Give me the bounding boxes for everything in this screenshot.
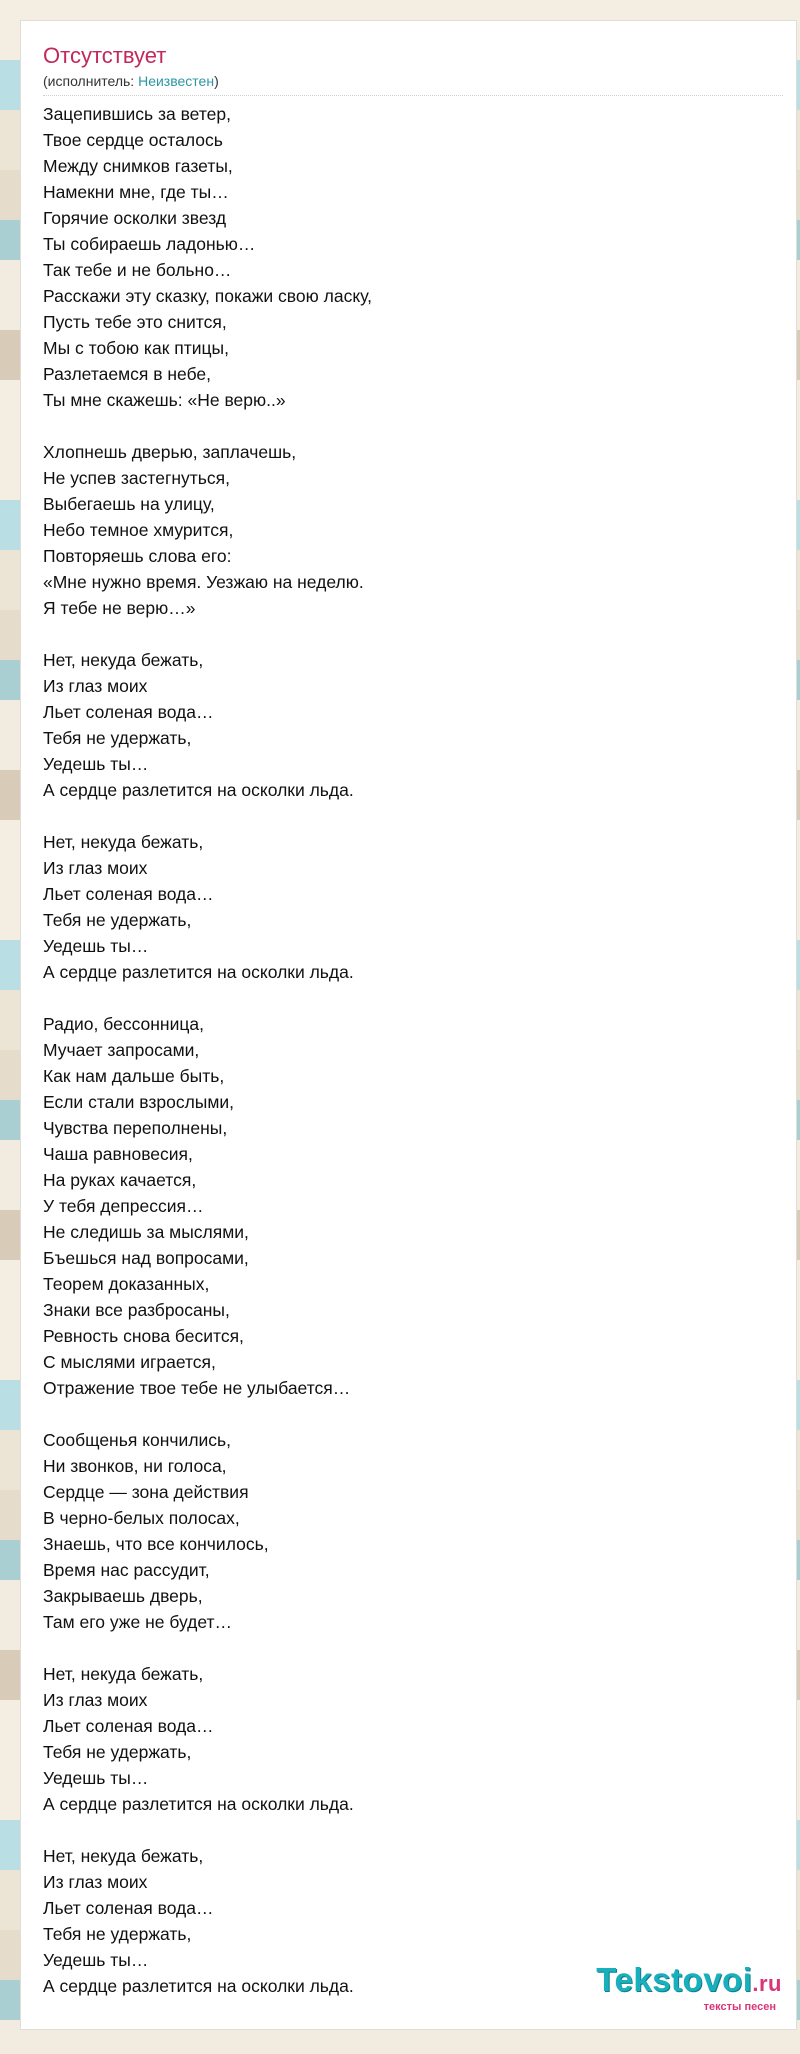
lyric-line: Мучает запросами,: [43, 1040, 200, 1060]
lyric-line: Льет соленая вода…: [43, 1898, 214, 1918]
lyric-line: Льет соленая вода…: [43, 1716, 214, 1736]
lyric-line: Уедешь ты…: [43, 936, 149, 956]
lyric-line: Уедешь ты…: [43, 1950, 149, 1970]
lyric-line: Разлетаемся в небе,: [43, 364, 212, 384]
lyric-line: С мыслями играется,: [43, 1352, 216, 1372]
stanza-gap: [43, 1817, 763, 1843]
site-logo[interactable]: [542, 1961, 782, 2015]
lyric-line: Уедешь ты…: [43, 754, 149, 774]
lyric-line: Расскажи эту сказку, покажи свою ласку,: [43, 286, 373, 306]
lyrics-card: [20, 20, 797, 2030]
lyric-line: Из глаз моих: [43, 676, 148, 696]
lyric-line: Тебя не удержать,: [43, 728, 192, 748]
lyric-line: Ревность снова бесится,: [43, 1326, 244, 1346]
lyric-line: Не успев застегнуться,: [43, 468, 230, 488]
lyric-line: Если стали взрослыми,: [43, 1092, 235, 1112]
lyric-line: Я тебе не верю…»: [43, 598, 196, 618]
lyric-line: А сердце разлетится на осколки льда.: [43, 1976, 354, 1996]
lyrics-body: [43, 101, 763, 1999]
lyric-line: Тебя не удержать,: [43, 1924, 192, 1944]
lyric-line: Сообщенья кончились,: [43, 1430, 232, 1450]
lyric-line: Нет, некуда бежать,: [43, 650, 204, 670]
lyric-line: Горячие осколки звезд: [43, 208, 227, 228]
lyric-line: Льет соленая вода…: [43, 884, 214, 904]
logo-tagline: тексты песен: [703, 2001, 776, 2013]
stanza-gap: [43, 621, 763, 647]
lyric-line: А сердце разлетится на осколки льда.: [43, 962, 354, 982]
lyric-line: Зацепившись за ветер,: [43, 104, 231, 124]
stanza-gap: [43, 985, 763, 1011]
lyric-line: Уедешь ты…: [43, 1768, 149, 1788]
logo-brand: Tekstovoi: [596, 1961, 753, 1998]
lyric-line: Там его уже не будет…: [43, 1612, 233, 1632]
logo-wordmark: [596, 1961, 782, 1999]
lyric-line: А сердце разлетится на осколки льда.: [43, 1794, 354, 1814]
lyric-line: Тебя не удержать,: [43, 1742, 192, 1762]
lyric-line: Время нас рассудит,: [43, 1560, 210, 1580]
lyric-line: Нет, некуда бежать,: [43, 1846, 204, 1866]
lyric-line: «Мне нужно время. Уезжаю на неделю.: [43, 572, 364, 592]
lyric-line: Из глаз моих: [43, 1690, 148, 1710]
artist-suffix: ): [214, 73, 219, 89]
lyric-line: Выбегаешь на улицу,: [43, 494, 215, 514]
lyric-line: Ты собираешь ладонью…: [43, 234, 256, 254]
song-title: Отсутствует: [43, 43, 167, 68]
lyric-line: Из глаз моих: [43, 1872, 148, 1892]
lyric-line: Хлопнешь дверью, заплачешь,: [43, 442, 297, 462]
lyric-line: Тебя не удержать,: [43, 910, 192, 930]
lyric-line: Чувства переполнены,: [43, 1118, 228, 1138]
lyric-line: Ты мне скажешь: «Не верю..»: [43, 390, 286, 410]
stanza-gap: [43, 803, 763, 829]
lyric-line: Теорем доказанных,: [43, 1274, 210, 1294]
artist-link[interactable]: Неизвестен: [138, 73, 215, 89]
lyric-line: Закрываешь дверь,: [43, 1586, 203, 1606]
lyric-line: Знаки все разбросаны,: [43, 1300, 230, 1320]
artist-prefix: (исполнитель:: [43, 73, 139, 89]
lyric-line: Мы с тобою как птицы,: [43, 338, 229, 358]
artist-line: [43, 73, 783, 96]
lyric-line: Небо темное хмурится,: [43, 520, 234, 540]
lyric-line: Чаша равновесия,: [43, 1144, 193, 1164]
stanza-gap: [43, 1401, 763, 1427]
lyric-line: Знаешь, что все кончилось,: [43, 1534, 269, 1554]
lyric-line: Намекни мне, где ты…: [43, 182, 229, 202]
stanza-gap: [43, 1635, 763, 1661]
lyric-line: В черно-белых полосах,: [43, 1508, 240, 1528]
lyric-line: Льет соленая вода…: [43, 702, 214, 722]
lyric-line: Радио, бессонница,: [43, 1014, 204, 1034]
lyric-line: Не следишь за мыслями,: [43, 1222, 249, 1242]
stanza-gap: [43, 413, 763, 439]
lyric-line: Как нам дальше быть,: [43, 1066, 225, 1086]
lyric-line: Повторяешь слова его:: [43, 546, 232, 566]
lyric-line: Пусть тебе это снится,: [43, 312, 227, 332]
lyric-line: На руках качается,: [43, 1170, 197, 1190]
lyric-line: Нет, некуда бежать,: [43, 832, 204, 852]
lyric-line: Нет, некуда бежать,: [43, 1664, 204, 1684]
lyric-line: Бъешься над вопросами,: [43, 1248, 249, 1268]
lyric-line: У тебя депрессия…: [43, 1196, 204, 1216]
lyric-line: Из глаз моих: [43, 858, 148, 878]
lyric-line: Твое сердце осталось: [43, 130, 223, 150]
lyric-line: А сердце разлетится на осколки льда.: [43, 780, 354, 800]
lyric-line: Отражение твое тебе не улыбается…: [43, 1378, 351, 1398]
lyric-line: Ни звонков, ни голоса,: [43, 1456, 227, 1476]
lyric-line: Между снимков газеты,: [43, 156, 233, 176]
logo-tld: .ru: [752, 1971, 782, 1996]
lyric-line: Сердце — зона действия: [43, 1482, 249, 1502]
lyric-line: Так тебе и не больно…: [43, 260, 232, 280]
